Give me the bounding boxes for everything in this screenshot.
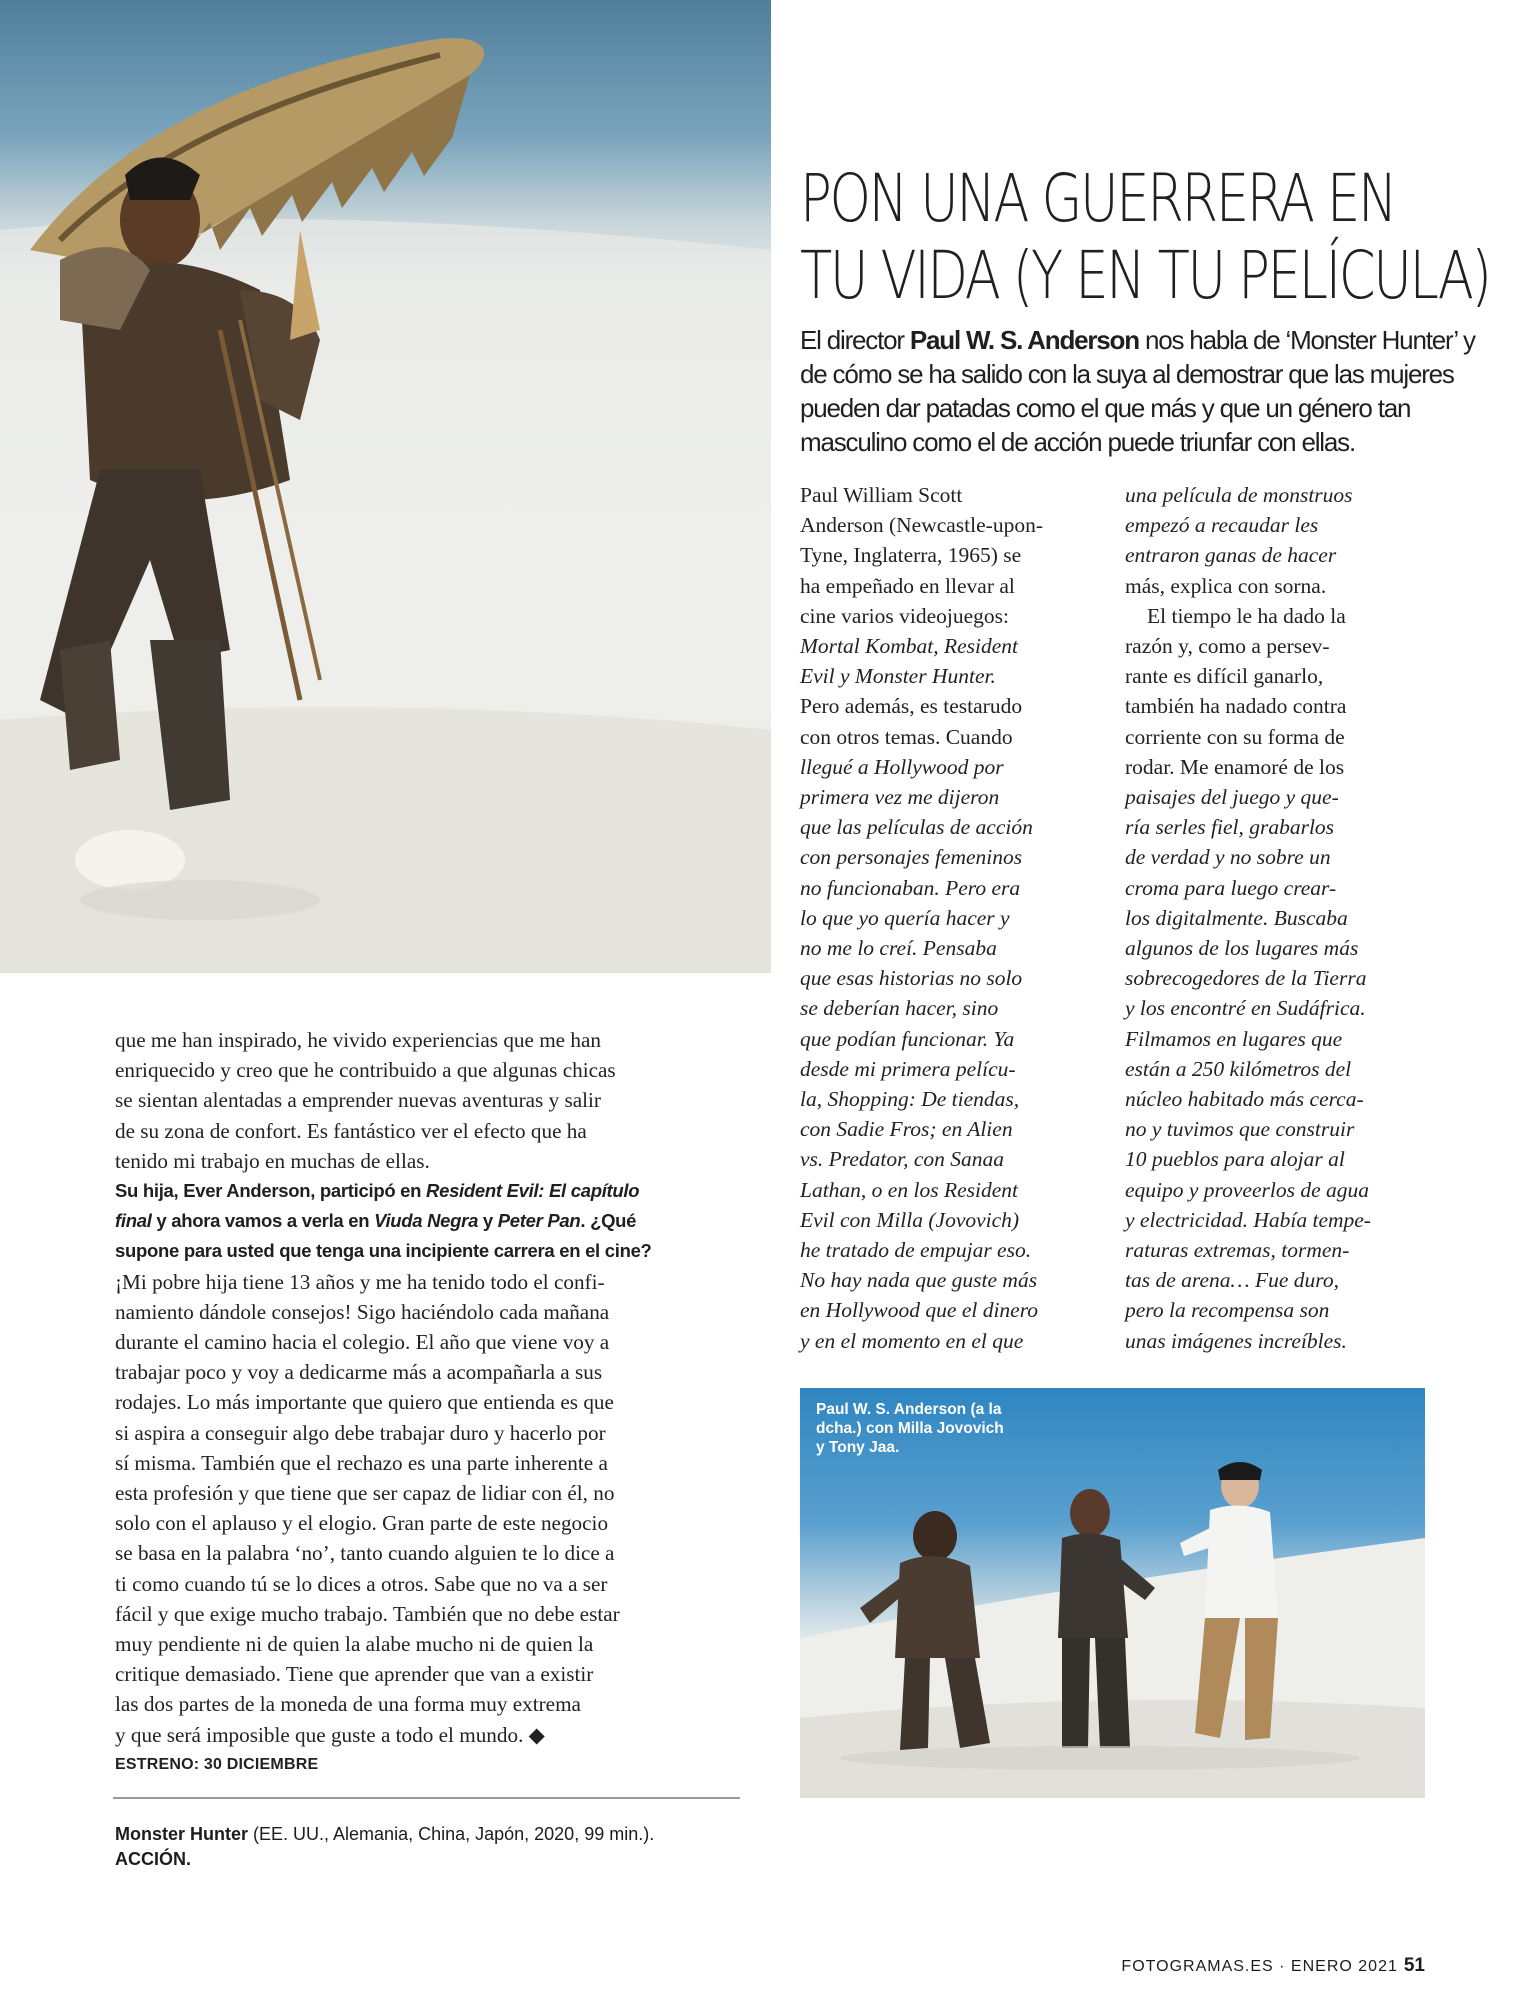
credits-details: (EE. UU., Alemania, China, Japón, 2020, 99 min.).	[248, 1824, 655, 1844]
text-line: equipo y proveerlos de agua	[1125, 1177, 1370, 1202]
text-line: unas imágenes increíbles.	[1125, 1328, 1347, 1353]
text-line: sobrecogedores de la Tierra	[1125, 966, 1367, 991]
warrior-illustration	[0, 0, 771, 973]
article-column-middle	[800, 480, 1100, 1356]
text-line: tenido mi trabajo en muchas de ellas.	[115, 1148, 430, 1173]
text-line: ha empeñado en llevar al	[800, 573, 1015, 598]
article-column-right	[1125, 480, 1435, 1356]
hero-photo	[0, 0, 771, 973]
text-line: en Hollywood que el dinero	[800, 1298, 1039, 1323]
text-line: con Sadie Fros; en Alien	[800, 1117, 1013, 1142]
text-line: razón y, como a persev-	[1125, 634, 1330, 659]
text-line: y electricidad. Había tempe-	[1125, 1207, 1371, 1232]
text-line: entraron ganas de hacer	[1125, 543, 1337, 568]
text-line: con personajes femeninos	[800, 845, 1023, 870]
text-line: se basa en la palabra ‘no’, tanto cuando alguien te lo dice a	[115, 1541, 615, 1566]
text-line: las dos partes de la moneda de una forma muy extrema	[115, 1692, 581, 1717]
text-line: llegué a Hollywood por	[800, 754, 1004, 779]
text-line: Evil con Milla (Jovovich)	[800, 1207, 1020, 1232]
behind-scenes-photo	[800, 1388, 1425, 1798]
text-line: rodar. Me enamoré de los	[1125, 754, 1345, 779]
question-text: y	[478, 1210, 498, 1232]
headline-line-2: TU VIDA (Y EN TU PELÍCULA)	[800, 237, 1490, 314]
text-line: algunos de los lugares más	[1125, 936, 1359, 961]
text-line: paisajes del juego y que-	[1125, 785, 1339, 810]
text-line: de su zona de confort. Es fantástico ver el efecto que ha	[115, 1118, 587, 1143]
text-line: critique demasiado. Tiene que aprender que van a existir	[115, 1662, 594, 1687]
text-line: y los encontré en Sudáfrica.	[1125, 996, 1366, 1021]
text-line: muy pendiente ni de quien la alabe mucho ni de quien la	[115, 1632, 594, 1657]
text-line: más, explica con sorna.	[1125, 573, 1327, 598]
interview-question	[115, 1176, 755, 1267]
text-line: que me han inspirado, he vivido experiencias que me han	[115, 1028, 601, 1052]
text-line: fácil y que exige mucho trabajo. También que no debe estar	[115, 1601, 620, 1626]
text-line: Tyne, Inglaterra, 1965) se	[800, 543, 1022, 568]
text-line: núcleo habitado más cerca-	[1125, 1087, 1364, 1112]
text-line: ría serles fiel, grabarlos	[1125, 815, 1335, 840]
text-line: rante es difícil ganarlo,	[1125, 664, 1324, 689]
text-line: los digitalmente. Buscaba	[1125, 905, 1348, 930]
text-line: están a 250 kilómetros del	[1125, 1056, 1352, 1081]
text-line: que esas historias no solo	[800, 966, 1023, 991]
text-line: raturas extremas, tormen-	[1125, 1238, 1350, 1263]
text-line: y que será imposible que guste a todo el mundo. ◆	[115, 1722, 545, 1747]
photo-caption: Paul W. S. Anderson (a la dcha.) con Milla Jovovich y Tony Jaa.	[816, 1401, 1004, 1456]
text-line: cine varios videojuegos:	[800, 603, 1009, 628]
text-line: empezó a recaudar les	[1125, 513, 1319, 538]
credits-film-title: Monster Hunter	[115, 1824, 249, 1844]
text-line: solo con el aplauso y el elogio. Gran parte de este negocio	[115, 1511, 609, 1536]
text-line: Pero además, es testarudo	[800, 694, 1023, 719]
text-line: El tiempo le ha dado la	[1147, 603, 1346, 628]
release-date: ESTRENO: 30 DICIEMBRE	[115, 1755, 319, 1773]
film-title: Peter Pan	[497, 1210, 581, 1232]
text-line: primera vez me dijeron	[800, 785, 1000, 810]
headline-line-1: PON UNA GUERRERA EN	[800, 160, 1396, 237]
credits-genre: ACCIÓN.	[115, 1849, 191, 1869]
text-line: 10 pueblos para alojar al	[1125, 1147, 1345, 1172]
question-text: y ahora vamos a verla en	[151, 1210, 375, 1232]
text-line: trabajar poco y voy a dedicarme más a acompañarla a sus	[115, 1360, 603, 1385]
text-line: no y tuvimos que construir	[1125, 1117, 1355, 1142]
text-line: ti como cuando tú se lo dices a otros. Sabe que no va a ser	[115, 1571, 608, 1596]
text-line: de verdad y no sobre un	[1125, 845, 1331, 870]
page-footer	[1121, 1955, 1425, 1977]
film-title: final	[115, 1210, 152, 1232]
text-line: lo que yo quería hacer y	[800, 905, 1010, 930]
text-line: la, Shopping: De tiendas,	[800, 1087, 1020, 1112]
text-line: desde mi primera pelícu-	[800, 1056, 1016, 1081]
text-line: croma para luego crear-	[1125, 875, 1337, 900]
deck-subtitle	[800, 323, 1500, 459]
text-line: enriquecido y creo que he contribuido a que algunas chicas	[115, 1058, 616, 1083]
text-line: una película de monstruos	[1125, 483, 1353, 507]
film-title: Viuda Negra	[374, 1210, 479, 1232]
text-line: he tratado de empujar eso.	[800, 1238, 1032, 1263]
text-line: Lathan, o en los Resident	[800, 1177, 1018, 1202]
headline	[800, 160, 1490, 314]
text-line: pero la recompensa son	[1125, 1298, 1330, 1323]
divider-rule	[113, 1797, 740, 1799]
text-line: sí misma. También que el rechazo es una parte inherente a	[115, 1450, 608, 1475]
article-column-left	[115, 1025, 755, 1780]
film-title: Resident Evil: El capítulo	[426, 1180, 640, 1202]
footer-publication: FOTOGRAMAS.ES · ENERO 2021	[1121, 1958, 1398, 1975]
question-text: Su hija, Ever Anderson, participó en	[115, 1180, 427, 1202]
text-line: si aspira a conseguir algo debe trabajar duro y hacerlo por	[115, 1420, 606, 1445]
text-line: y en el momento en el que	[800, 1328, 1024, 1353]
question-text: supone para usted que tenga una incipiente carrera en el cine?	[115, 1240, 652, 1262]
text-line: vs. Predator, con Sanaa	[800, 1147, 1005, 1172]
text-line: Anderson (Newcastle-upon-	[800, 513, 1043, 538]
text-line: Evil y Monster Hunter.	[800, 664, 996, 689]
text-line: que las películas de acción	[800, 815, 1033, 840]
text-line: Filmamos en lugares que	[1125, 1026, 1343, 1051]
text-line: esta profesión y que tiene que ser capaz de lidiar con él, no	[115, 1481, 615, 1506]
text-line: no funcionaban. Pero era	[800, 875, 1021, 900]
text-line: ¡Mi pobre hija tiene 13 años y me ha tenido todo el confi-	[115, 1269, 605, 1294]
text-line: no me lo creí. Pensaba	[800, 936, 997, 961]
text-line: durante el camino hacia el colegio. El año que viene voy a	[115, 1330, 610, 1355]
text-line: No hay nada que guste más	[800, 1268, 1038, 1293]
text-line: Paul William Scott	[800, 483, 963, 507]
text-line: tas de arena… Fue duro,	[1125, 1268, 1339, 1293]
text-line: también ha nadado contra	[1125, 694, 1347, 719]
text-line: namiento dándole consejos! Sigo haciéndolo cada mañana	[115, 1299, 610, 1324]
deck-director-name: Paul W. S. Anderson	[909, 325, 1139, 355]
text-line: rodajes. Lo más importante que quiero que entienda es que	[115, 1390, 614, 1415]
text-line: con otros temas. Cuando	[800, 724, 1013, 749]
text-line: se sientan alentadas a emprender nuevas aventuras y salir	[115, 1088, 601, 1113]
text-line: se deberían hacer, sino	[800, 996, 999, 1021]
film-credits	[115, 1822, 735, 1872]
page-number: 51	[1403, 1955, 1425, 1976]
text-line: Mortal Kombat, Resident	[800, 634, 1018, 659]
deck-rest: nos habla de ‘Monster Hunter’ y de cómo se ha salido con la suya al demostrar que las mujeres pueden dar patadas como el que más y que un género tan masculino como el de acción puede triunfar con ellas.	[800, 325, 1475, 457]
question-text: . ¿Qué	[580, 1210, 637, 1232]
text-line: corriente con su forma de	[1125, 724, 1345, 749]
text-line: que podían funcionar. Ya	[800, 1026, 1015, 1051]
deck-intro: El director	[800, 325, 910, 355]
